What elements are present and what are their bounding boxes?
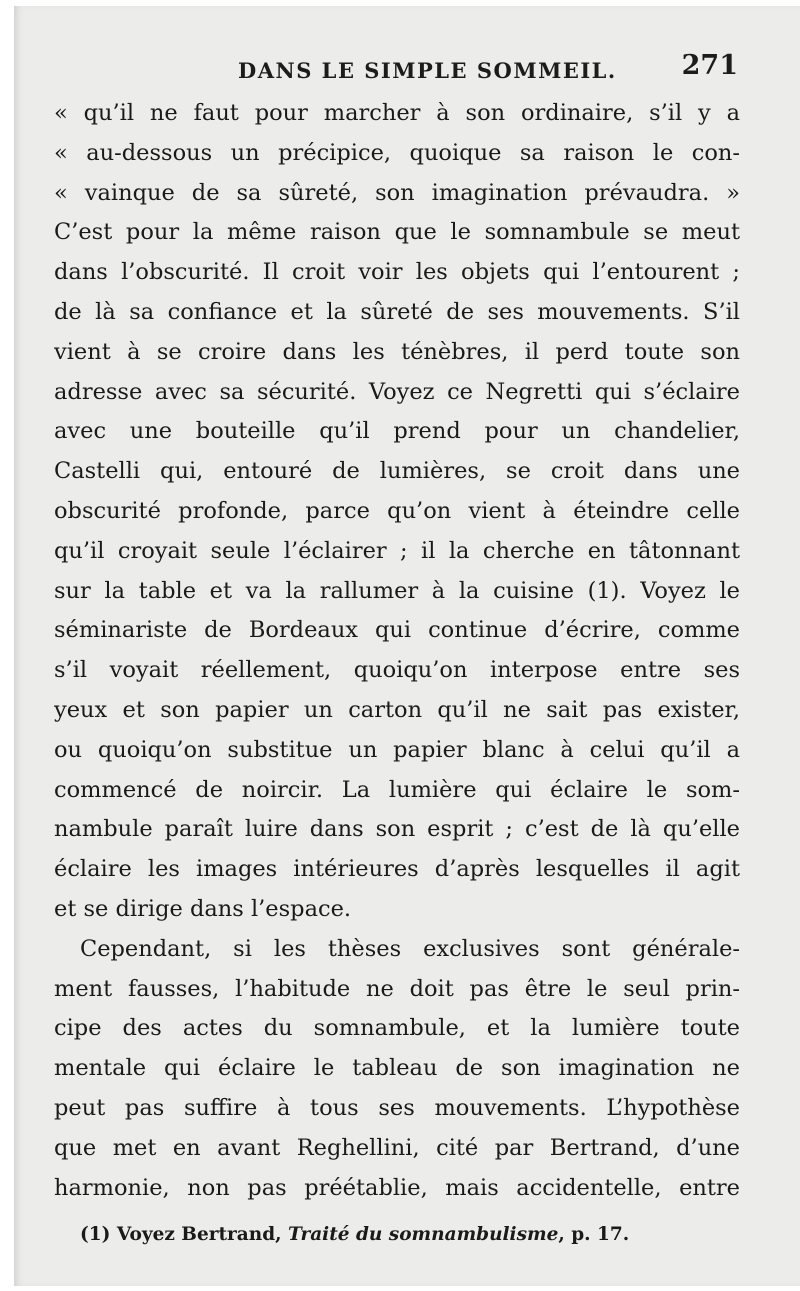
text-line: « qu’il ne faut pour marcher à son ordinaire, s’il y a xyxy=(54,100,740,126)
text-line: que met en avant Reghellini, cité par Bertrand, d’une xyxy=(54,1134,740,1161)
text-line: adresse avec sa sécurité. Voyez ce Negretti qui s’éclaire xyxy=(54,378,740,405)
text-line: séminariste de Bordeaux qui continue d’écrire, comme xyxy=(54,617,740,644)
text-line: peut pas suffire à tous ses mouvements. L’hypothèse xyxy=(54,1094,740,1121)
text-line: sur la table et va la rallumer à la cuisine (1). Voyez le xyxy=(54,577,740,604)
text-line: « au-dessous un précipice, quoique sa raison le con- xyxy=(54,139,740,166)
text-line: yeux et son papier un carton qu’il ne sait pas exister, xyxy=(54,696,740,723)
footnote-page-ref: , p. 17. xyxy=(558,1224,630,1245)
text-line: « vainque de sa sûreté, son imagination prévaudra. » xyxy=(54,179,740,206)
text-line: dans l’obscurité. Il croit voir les objets qui l’entourent ; xyxy=(54,259,740,286)
text-line: éclaire les images intérieures d’après lesquelles il agit xyxy=(54,856,740,883)
footnote-book-title: Traité du somnambulisme xyxy=(288,1224,559,1245)
running-title: DANS LE SIMPLE SOMMEIL. xyxy=(238,58,617,83)
text-line: ou quoiqu’on substitue un papier blanc à celui qu’il a xyxy=(54,736,740,763)
text-line: s’il voyait réellement, quoiqu’on interpose entre ses xyxy=(54,657,740,684)
page-number: 271 xyxy=(681,50,738,81)
book-page xyxy=(14,6,800,1286)
running-head xyxy=(54,44,738,84)
text-line: nambule paraît luire dans son esprit ; c’est de là qu’elle xyxy=(54,816,740,843)
text-line: mentale qui éclaire le tableau de son imagination ne xyxy=(54,1055,740,1082)
text-line: avec une bouteille qu’il prend pour un chandelier, xyxy=(54,418,740,445)
footnote xyxy=(80,1224,700,1245)
footnote-marker: (1) xyxy=(80,1224,111,1245)
text-line: de là sa confiance et la sûreté de ses mouvements. S’il xyxy=(54,298,740,325)
text-line: Castelli qui, entouré de lumières, se croit dans une xyxy=(54,458,740,485)
text-line: harmonie, non pas préétablie, mais accidentelle, entre xyxy=(54,1174,740,1201)
text-line: ment fausses, l’habitude ne doit pas être le seul prin- xyxy=(54,975,740,1002)
text-line: cipe des actes du somnambule, et la lumière toute xyxy=(54,1015,740,1042)
text-line: commencé de noircir. La lumière qui éclaire le som- xyxy=(54,776,740,803)
paragraph-start-line: Cependant, si les thèses exclusives sont générale- xyxy=(80,935,740,962)
paragraph-end-line: et se dirige dans l’espace. xyxy=(54,895,352,922)
text-line: C’est pour la même raison que le somnambule se meut xyxy=(54,219,740,246)
text-line: vient à se croire dans les ténèbres, il perd toute son xyxy=(54,338,740,365)
footnote-text: Voyez Bertrand, xyxy=(116,1224,282,1245)
body-text xyxy=(54,94,740,1208)
text-line: qu’il croyait seule l’éclairer ; il la cherche en tâtonnant xyxy=(54,537,740,564)
text-line: obscurité profonde, parce qu’on vient à éteindre celle xyxy=(54,497,740,524)
